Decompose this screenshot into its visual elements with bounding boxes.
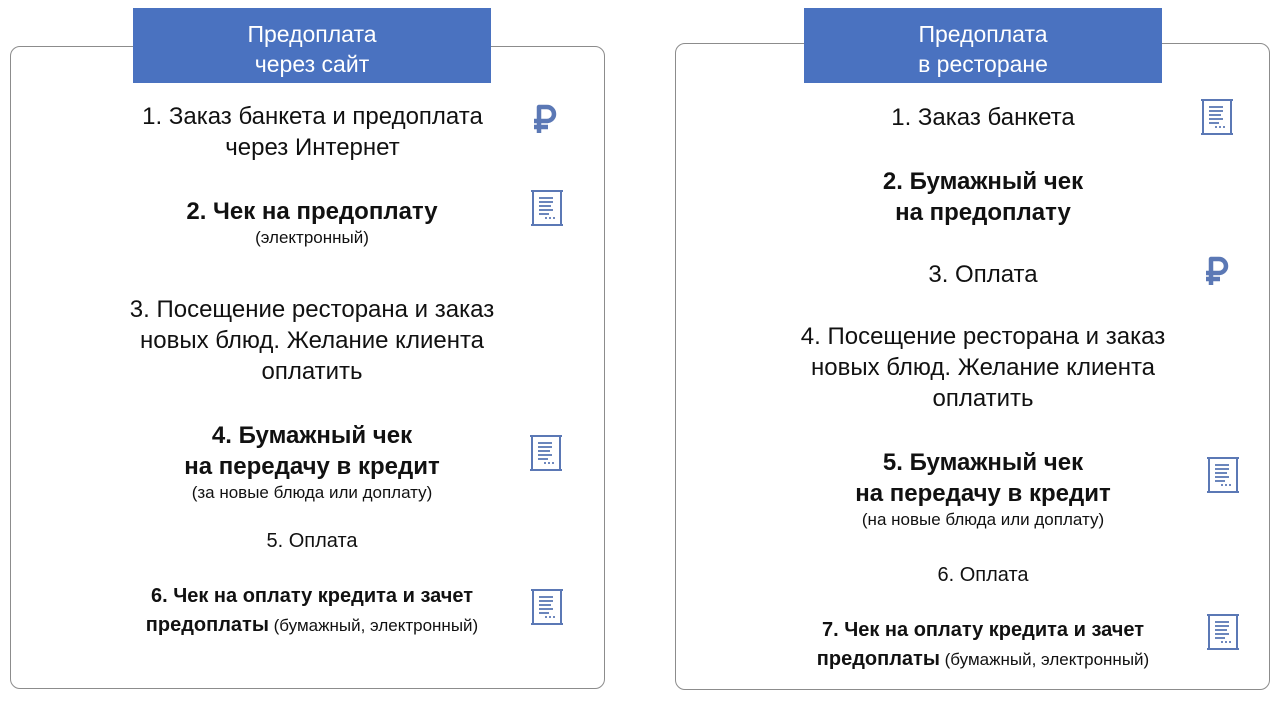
ruble-icon: [1202, 256, 1232, 293]
left-header-line1: Предоплата: [247, 21, 377, 47]
right-header-line2: в ресторане: [918, 51, 1048, 77]
left-step-1: 1. Заказ банкета и предоплата через Интернет: [142, 103, 483, 161]
right-step-6: 6. Оплата: [937, 564, 1029, 586]
right-header-line1: Предоплата: [918, 21, 1048, 47]
left-header-line2: через сайт: [254, 51, 370, 77]
receipt-icon: [1205, 613, 1241, 656]
right-step-2: 2. Бумажный чек на предоплату: [882, 168, 1084, 226]
receipt-icon: [528, 434, 564, 477]
receipt-icon: [1205, 456, 1241, 499]
left-header: [133, 8, 491, 83]
left-step-3: 3. Посещение ресторана и заказ новых блюд. Желание клиента оплатить: [129, 296, 495, 385]
ruble-icon: [530, 104, 560, 141]
receipt-icon: [529, 588, 565, 631]
right-step-7: 7. Чек на оплату кредита и зачет предоплаты (бумажный, электронный): [816, 619, 1150, 670]
left-step-2: 2. Чек на предоплату (электронный): [186, 198, 438, 247]
right-step-1: 1. Заказ банкета: [891, 104, 1075, 131]
receipt-icon: [1199, 98, 1235, 141]
left-step-6: 6. Чек на оплату кредита и зачет предоплаты (бумажный, электронный): [145, 585, 479, 636]
right-step-3: 3. Оплата: [928, 261, 1038, 288]
left-step-4: 4. Бумажный чек на передачу в кредит (за новые блюда или доплату): [184, 422, 440, 502]
left-step-5: 5. Оплата: [266, 530, 358, 552]
right-step-5: 5. Бумажный чек на передачу в кредит (на новые блюда или доплату): [855, 449, 1111, 529]
right-step-4: 4. Посещение ресторана и заказ новых блюд. Желание клиента оплатить: [800, 323, 1166, 412]
right-header: [804, 8, 1162, 83]
receipt-icon: [529, 189, 565, 232]
